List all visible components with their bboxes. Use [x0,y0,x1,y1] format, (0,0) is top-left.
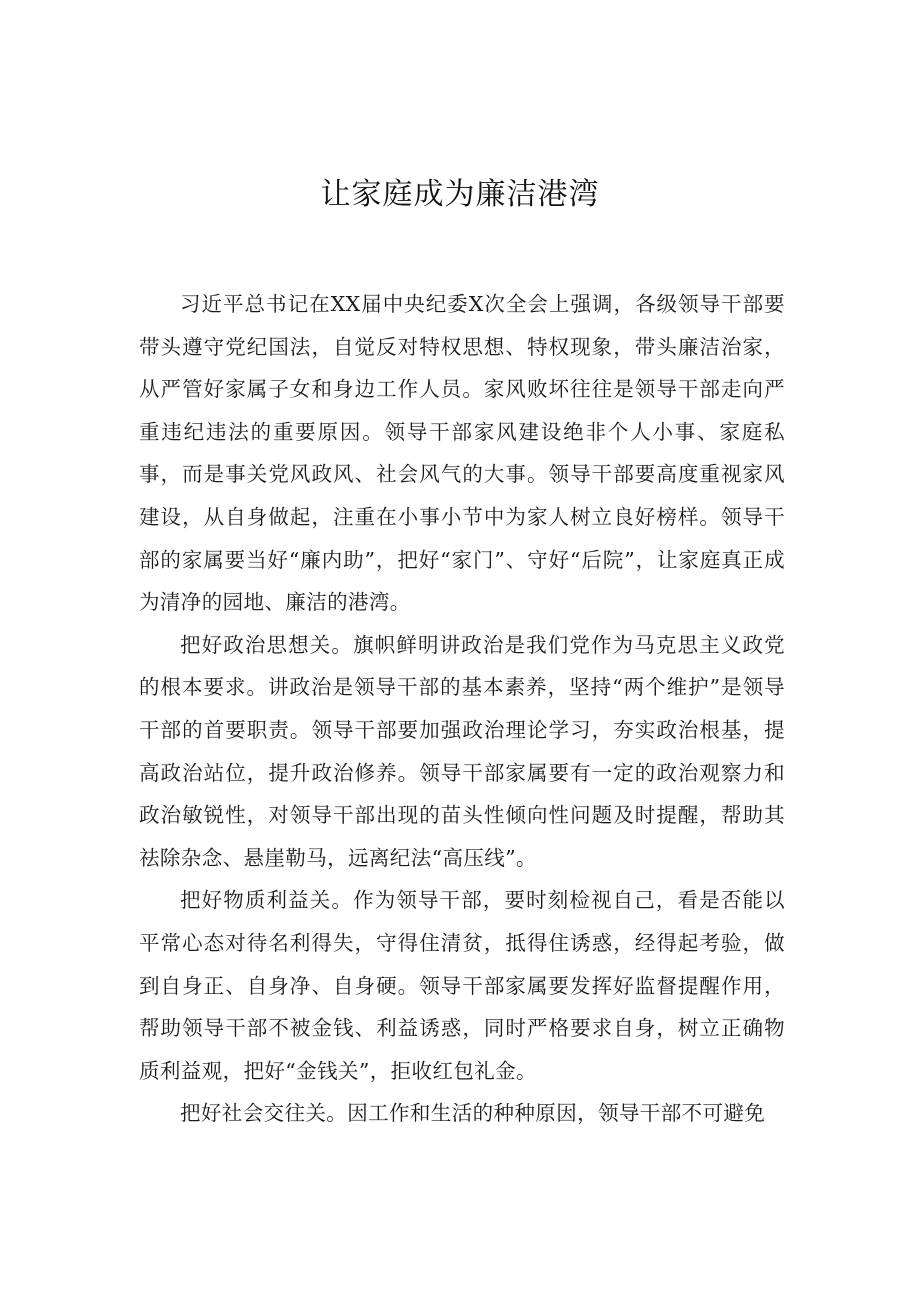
document-title: 让家庭成为廉洁港湾 [320,177,600,212]
document-body [139,283,785,1135]
paragraph-social: 把好社会交往关。因工作和生活的种种原因，领导干部不可避免 [180,1101,766,1126]
paragraph-political: 把好政治思想关。旗帜鲜明讲政治是我们党作为马克思主义政党的根本要求。讲政治是领导干部的基本素养，坚持“两个维护”是领导干部的首要职责。领导干部要加强政治理论学习，夯实政治根基，提高政治站位，提升政治修养。领导干部家属要有一定的政治观察力和政治敏锐性，对领导干部出现的苗头性倾向性问题及时提醒，帮助其祛除杂念、悬崖勒马，远离纪法“高压线”。 [139,632,785,870]
paragraph-material: 把好物质利益关。作为领导干部，要时刻检视自己，看是否能以平常心态对待名利得失，守得住清贫，抵得住诱惑，经得起考验，做到自身正、自身净、自身硬。领导干部家属要发挥好监督提醒作用，帮助领导干部不被金钱、利益诱惑，同时严格要求自身，树立正确物质利益观，把好“金钱关”，拒收红包礼金。 [139,888,785,1083]
paragraph-intro: 习近平总书记在XX届中央纪委X次全会上强调，各级领导干部要带头遵守党纪国法，自觉反对特权思想、特权现象，带头廉洁治家，从严管好家属子女和身边工作人员。家风败坏往往是领导干部走向严重违纪违法的重要原因。领导干部家风建设绝非个人小事、家庭私事，而是事关党风政风、社会风气的大事。领导干部要高度重视家风建设，从自身做起，注重在小事小节中为家人树立良好榜样。领导干部的家属要当好“廉内助”，把好“家门”、守好“后院”，让家庭真正成为清净的园地、廉洁的港湾。 [139,292,785,615]
